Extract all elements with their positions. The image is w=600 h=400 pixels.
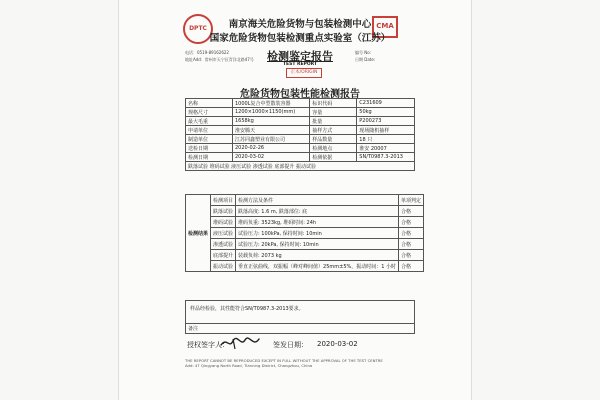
- handwritten-signature: [219, 333, 265, 351]
- table-row: 振动试验 垂直正弦曲线，双振幅（峰对峰间值）25mm±5%，振动时间：1 小时 合格: [186, 261, 424, 272]
- table-row: 跌落试验 跌落高度: 1.6 m, 跌落部位: 底 合格: [186, 206, 424, 217]
- meta-right-2: 日期 Date:: [355, 57, 376, 62]
- origin-stamp: 正本/ORIGIN: [286, 68, 322, 78]
- report-title-en: TEST REPORT: [282, 62, 318, 67]
- footer-note: THE REPORT CANNOT BE REPRODUCED EXCEPT IN FULL WITHOUT THE APPROVAL OF THE TEST CENTRE Add: 47 Qingyang North Road, Tianning District, Changzhou, China: [185, 358, 383, 368]
- meta-left-2: 地址Add：常州市天宁区青洋北路47号: [185, 57, 254, 62]
- conclusion-box: [185, 300, 415, 324]
- header-line-1: 南京海关危险货物与包装检测中心: [228, 19, 372, 30]
- table-row: 规格尺寸 1200×1000×1150(mm) 容量 50kg: [186, 108, 415, 117]
- right-logo: CMA: [372, 16, 398, 38]
- left-logo: DPTC: [183, 14, 213, 44]
- results-header-row: 检测结果 检测项目 检测方法及条件 单项判定: [186, 195, 424, 206]
- table-row: 检测日期 2020-03-02 检测依据 SN/T0987.3-2013: [186, 153, 415, 162]
- meta-left-1: 电话：0519-89162622: [185, 50, 229, 55]
- remark-row: 备注: [185, 324, 415, 334]
- table-row: 送检日期 2020-02-26 检测地点 淮安 20007: [186, 144, 415, 153]
- header-line-2: 国家危险货物包装检测重点实验室（江苏）: [209, 33, 391, 44]
- report-info-table: [185, 98, 415, 171]
- table-row: 最大毛重 1658kg 批量 P200273: [186, 117, 415, 126]
- table-row: 名称 1000L复合中型散装容器 标识代码 C231609: [186, 99, 415, 108]
- meta-right-1: 编号 No:: [355, 50, 372, 55]
- table-row: 申请单位 淮安腾天 抽样方式 现场随机抽样: [186, 126, 415, 135]
- table-row: 堆码试验 堆码负重: 3523kg, 堆码时间: 24h 合格: [186, 217, 424, 228]
- table-row: 液压试验 试验压力: 100kPa, 保持时间: 10min 合格: [186, 228, 424, 239]
- conclusion-text: 样品经检验，其性能符合SN/T0987.3-2013要求。: [190, 306, 304, 312]
- document-title: 危险货物包装性能检测报告: [240, 89, 360, 100]
- table-row: 底部提升 装载负荷: 2073 kg 合格: [186, 250, 424, 261]
- report-title: 检测鉴定报告: [267, 50, 333, 63]
- results-table: [185, 194, 424, 272]
- table-row: 跌落试验 堆码试验 液压试验 渗透试验 底部提升 振动试验: [186, 162, 415, 171]
- signature-row: 授权签字人： 签发日期： 2020-03-02: [187, 340, 358, 349]
- side-label: 检测结果: [186, 195, 211, 272]
- table-row: 渗透试验 试验压力: 20kPa, 保持时间: 10min 合格: [186, 239, 424, 250]
- table-row: 制造单位 江苏同鑫塑业有限公司 样品数量 18 只: [186, 135, 415, 144]
